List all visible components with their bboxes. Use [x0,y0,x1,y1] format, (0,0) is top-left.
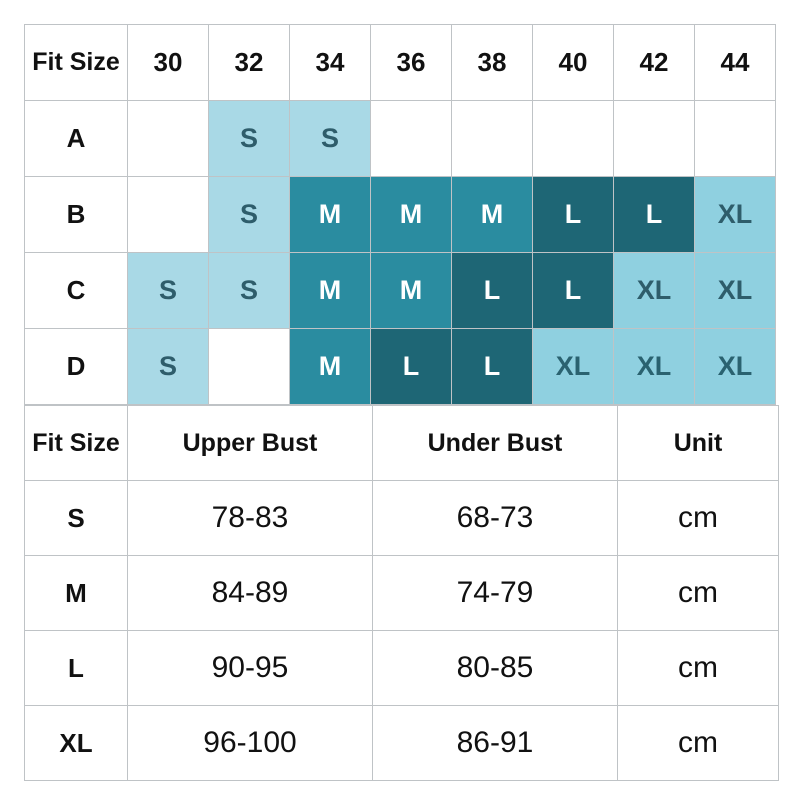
matrix-cell-c-34: M [290,253,371,329]
matrix-column-38: 38 [452,25,533,101]
measurement-header-unit: Unit [618,406,779,481]
matrix-cell-b-42: L [614,177,695,253]
matrix-cell-a-30 [128,101,209,177]
matrix-cell-d-42: XL [614,329,695,405]
measurement-size-m: M [25,556,128,631]
matrix-cell-c-44: XL [695,253,776,329]
table-row [25,101,776,177]
measurement-under-bust-xl: 86-91 [373,706,618,781]
matrix-cell-b-38: M [452,177,533,253]
table-row [25,177,776,253]
matrix-cell-b-32: S [209,177,290,253]
matrix-column-42: 42 [614,25,695,101]
matrix-cell-a-40 [533,101,614,177]
matrix-cell-d-40: XL [533,329,614,405]
measurement-under-bust-s: 68-73 [373,481,618,556]
matrix-column-40: 40 [533,25,614,101]
table-row [25,706,779,781]
measurement-header-fit-size: Fit Size [25,406,128,481]
matrix-cell-a-36 [371,101,452,177]
matrix-cell-c-40: L [533,253,614,329]
measurement-unit-m: cm [618,556,779,631]
measurement-table [24,405,779,781]
matrix-cell-c-42: XL [614,253,695,329]
matrix-corner-label: Fit Size [25,25,128,101]
matrix-cell-c-30: S [128,253,209,329]
matrix-cell-a-34: S [290,101,371,177]
measurement-upper-bust-l: 90-95 [128,631,373,706]
table-row [25,631,779,706]
measurement-unit-s: cm [618,481,779,556]
matrix-cell-d-38: L [452,329,533,405]
measurement-header-upper-bust: Upper Bust [128,406,373,481]
matrix-cell-a-32: S [209,101,290,177]
matrix-row-label-d: D [25,329,128,405]
matrix-cell-d-30: S [128,329,209,405]
matrix-cell-b-44: XL [695,177,776,253]
matrix-cell-a-42 [614,101,695,177]
matrix-cell-a-38 [452,101,533,177]
matrix-row-label-c: C [25,253,128,329]
measurement-under-bust-l: 80-85 [373,631,618,706]
measurement-header-row [25,406,779,481]
matrix-cell-c-38: L [452,253,533,329]
matrix-cell-b-40: L [533,177,614,253]
matrix-cell-d-44: XL [695,329,776,405]
measurement-unit-l: cm [618,631,779,706]
matrix-column-30: 30 [128,25,209,101]
matrix-cell-c-32: S [209,253,290,329]
table-row [25,556,779,631]
measurement-size-s: S [25,481,128,556]
matrix-cell-a-44 [695,101,776,177]
measurement-size-l: L [25,631,128,706]
measurement-size-xl: XL [25,706,128,781]
measurement-header-under-bust: Under Bust [373,406,618,481]
measurement-upper-bust-m: 84-89 [128,556,373,631]
matrix-cell-d-36: L [371,329,452,405]
matrix-column-44: 44 [695,25,776,101]
matrix-cell-b-36: M [371,177,452,253]
table-row [25,481,779,556]
measurement-upper-bust-xl: 96-100 [128,706,373,781]
table-row [25,253,776,329]
measurement-upper-bust-s: 78-83 [128,481,373,556]
matrix-cell-c-36: M [371,253,452,329]
matrix-row-label-b: B [25,177,128,253]
measurement-unit-xl: cm [618,706,779,781]
table-row [25,329,776,405]
cup-size-matrix-table [24,24,776,405]
matrix-cell-b-34: M [290,177,371,253]
matrix-column-32: 32 [209,25,290,101]
matrix-header-row [25,25,776,101]
matrix-row-label-a: A [25,101,128,177]
matrix-column-34: 34 [290,25,371,101]
matrix-cell-d-32 [209,329,290,405]
measurement-under-bust-m: 74-79 [373,556,618,631]
matrix-cell-b-30 [128,177,209,253]
matrix-column-36: 36 [371,25,452,101]
matrix-cell-d-34: M [290,329,371,405]
